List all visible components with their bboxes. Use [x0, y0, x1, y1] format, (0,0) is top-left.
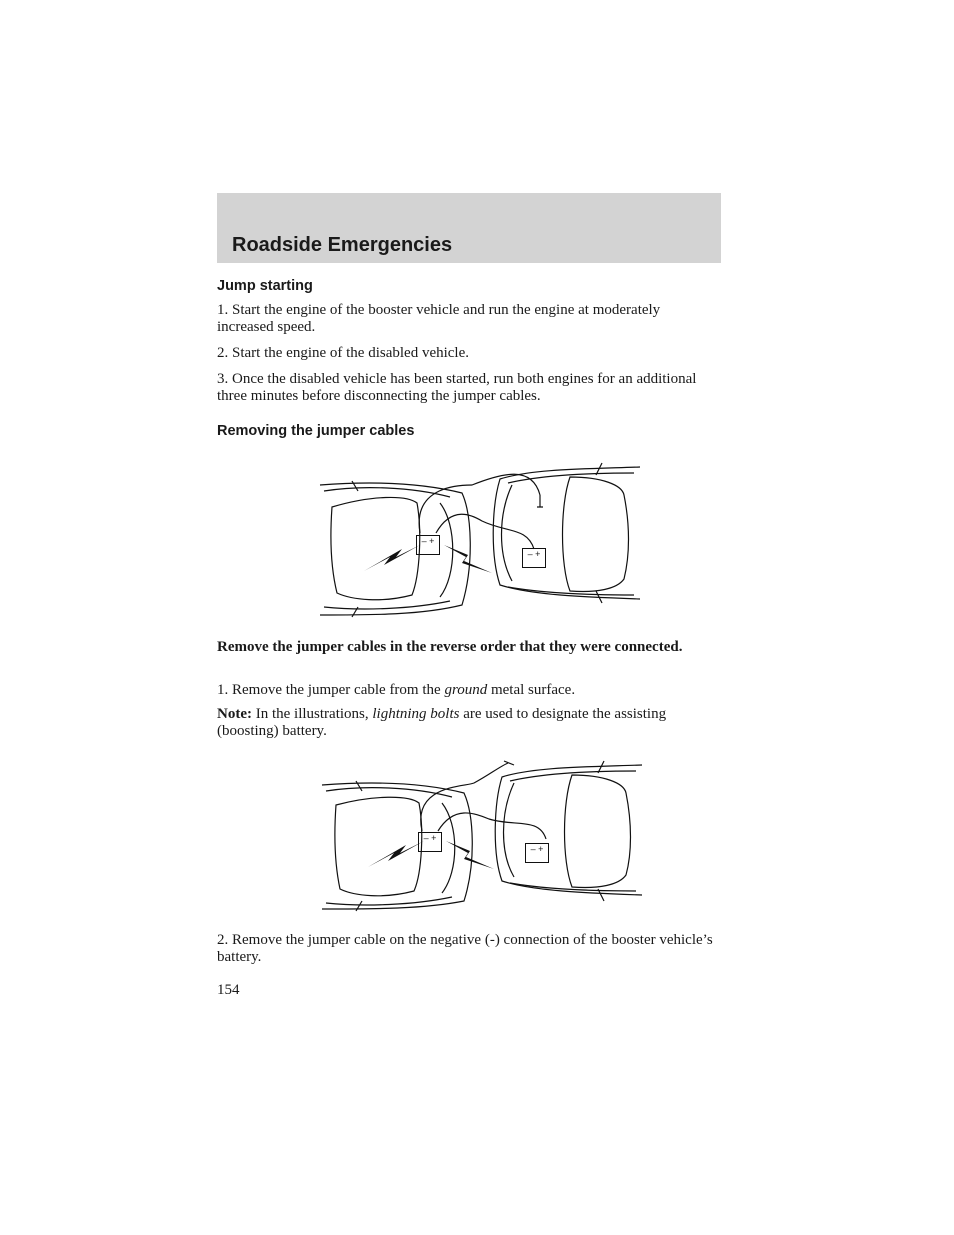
battery-minus-label: – — [527, 549, 533, 559]
page-number: 154 — [217, 982, 240, 998]
remove-step-1-text-end: metal surface. — [487, 682, 576, 698]
lightning-bolt-icon — [444, 839, 496, 871]
lightning-bolt-icon — [362, 543, 422, 573]
battery-booster-vehicle — [522, 548, 546, 568]
note-text-end: are used to designate the assisting (boosting) battery. — [217, 706, 667, 739]
remove-step-2: 2. Remove the jumper cable on the negative (-) connection of the booster vehicle’s battery. — [217, 932, 713, 965]
note-label: Note: — [217, 706, 252, 722]
note-paragraph — [217, 706, 717, 740]
step-3: 3. Once the disabled vehicle has been started, run both engines for an additional three minutes before disconnecting the jumper cables. — [217, 371, 697, 404]
step-2: 2. Start the engine of the disabled vehicle. — [217, 345, 470, 361]
lightning-bolt-icon — [366, 839, 426, 869]
battery-plus-label: + — [535, 549, 541, 559]
battery-minus-label: – — [421, 536, 427, 546]
jumper-cables-illustration-2 — [314, 757, 650, 915]
battery-plus-label: + — [429, 536, 435, 546]
remove-step-1-text: 1. Remove the jumper cable from the — [217, 682, 445, 698]
subheading-removing-cables: Removing the jumper cables — [217, 423, 415, 439]
step-1: 1. Start the engine of the booster vehicle and run the engine at moderately increased speed. — [217, 302, 661, 335]
jumper-cables-illustration-1 — [312, 455, 648, 623]
lightning-bolt-icon — [442, 543, 494, 575]
warning-text: Remove the jumper cables in the reverse order that they were connected. — [217, 639, 683, 655]
section-header-band — [217, 193, 721, 263]
battery-minus-label: – — [423, 833, 429, 843]
warning-reverse-order — [217, 639, 717, 656]
section-header-title: Roadside Emergencies — [232, 234, 453, 256]
note-italic: lightning bolts — [372, 706, 460, 722]
note-text: In the illustrations, — [251, 706, 373, 722]
remove-step-1-italic: ground — [444, 682, 488, 698]
battery-plus-label: + — [431, 833, 437, 843]
battery-booster-vehicle — [525, 843, 549, 863]
battery-plus-label: + — [538, 844, 544, 854]
remove-step-1 — [217, 682, 717, 699]
subheading-jump-starting: Jump starting — [217, 278, 313, 294]
battery-minus-label: – — [530, 844, 536, 854]
